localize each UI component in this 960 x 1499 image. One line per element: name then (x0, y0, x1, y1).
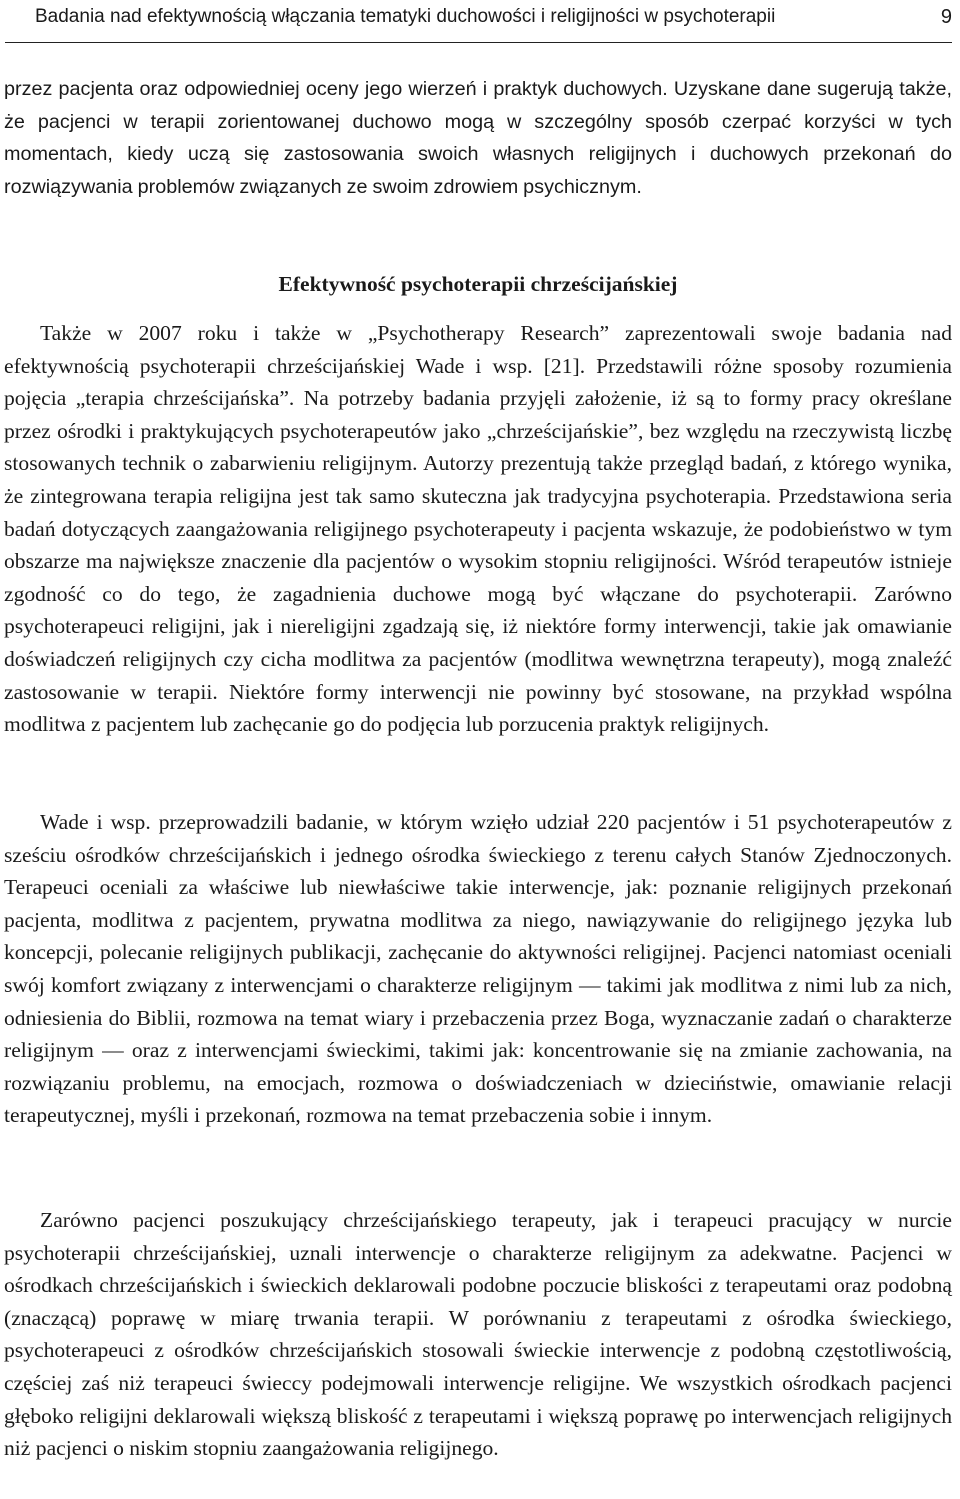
section-heading: Efektywność psychoterapii chrześcijańskiej (278, 272, 678, 296)
paragraph-wade-study: Wade i wsp. przeprowadzili badanie, w którym wzięło udział 220 pacjentów i 51 psychoterapeutów z sześciu ośrodków chrześcijańskich i jednego ośrodka świeckiego z terenu całych Stanów Zjednoczonych. Terapeuci oceniali za właściwe lub niewłaściwe takie interwencje, jak: poznanie religijnych przekonań pacjenta, modlitwa z pacjentem, prywatna modlitwa za niego, nawiązywanie do religijnego języka lub koncepcji, polecanie religijnych publikacji, zachęcanie do aktywności religijnej. Pacjenci natomiast oceniali swój komfort związany z interwencjami o charakterze religijnym — takimi jak modlitwa z nimi lub za nich, odniesienia do Biblii, rozmowa na temat wiary i przebaczenia przez Boga, wyznaczanie zadań o charakterze religijnym — oraz z interwencjami świeckimi, takimi jak: koncentrowanie się na zmianie zachowania, na rozwiązaniu problemu, na emocjach, rozmowa o doświadczeniach w dzieciństwie, omawianie relacji terapeutycznej, myśli i przekonań, rozmowa na temat przebaczenia sobie i innym. (4, 810, 952, 1128)
page-number: 9 (940, 6, 952, 28)
paragraph-continuation: przez pacjenta oraz odpowiedniej oceny jego wierzeń i praktyk duchowych. Uzyskane dane sugerują także, że pacjenci w terapii zorientowanej duchowo mogą w szczególny sposób czerpać korzyści w tych momentach, kiedy uczą się zastosowania swoich własnych religijnych i duchowych przekonań do rozwiązywania problemów związanych ze swoim zdrowiem psychicznym. (4, 78, 952, 198)
paragraph-christian-therapy-intro: Także w 2007 roku i także w „Psychotherapy Research” zaprezentowali swoje badania nad efektywnością psychoterapii chrześcijańskiej Wade i wsp. [21]. Przedstawili różne sposoby rozumienia pojęcia „terapia chrześcijańska”. Na potrzeby badania przyjęli założenie, iż są to formy pracy określane przez ośrodki i praktykujących psychoterapeutów jako „chrześcijańskie”, bez względu na rzeczywistą liczbę stosowanych technik o zabarwieniu religijnym. Autorzy prezentują także przegląd badań, z którego wynika, że zintegrowana terapia religijna jest tak samo skuteczna jak tradycyjna psychoterapia. Przedstawiona seria badań dotyczących zaangażowania religijnego psychoterapeuty i pacjenta wskazuje, że podobieństwo w tym obszarze ma największe znaczenie dla pacjentów o wysokim stopniu religijności. Wśród terapeutów istnieje zgodność co do tego, że zagadnienia duchowe mogą być włączane do psychoterapii. Zarówno psychoterapeuci religijni, jak i niereligijni zgadzają się, iż niektóre formy interwencji, takie jak omawianie doświadczeń religijnych czy cicha modlitwa za pacjentów (modlitwa wewnętrzna terapeuty), mogą znaleźć zastosowanie w terapii. Niektóre formy interwencji nie powinny być stosowane, na przykład wspólna modlitwa z pacjentem lub zachęcanie go do podjęcia lub porzucenia praktyk religijnych. (4, 321, 952, 737)
running-title: Badania nad efektywnością włączania tematyki duchowości i religijności w psychoterapii (35, 6, 776, 27)
running-header (5, 2, 952, 43)
paragraph-results: Zarówno pacjenci poszukujący chrześcijańskiego terapeuty, jak i terapeuci pracujący w nurcie psychoterapii chrześcijańskiej, uznali interwencje o charakterze religijnym za adekwatne. Pacjenci w ośrodkach chrześcijańskich i świeckich deklarowali podobne poczucie bliskości z terapeutami oraz podobną (znaczącą) poprawę w miarę trwania terapii. W porównaniu z terapeutami z ośrodka świeckiego, psychoterapeuci z ośrodków chrześcijańskich stosowali świeckie interwencje z podobną częstotliwością, częściej zaś niż terapeuci świeccy podejmowali interwencje religijne. We wszystkich ośrodkach pacjenci głęboko religijni deklarowali większą bliskość z terapeutami i większą poprawę po interwencjach religijnych niż pacjenci o niskim stopniu zaangażowania religijnego. (4, 1208, 952, 1461)
